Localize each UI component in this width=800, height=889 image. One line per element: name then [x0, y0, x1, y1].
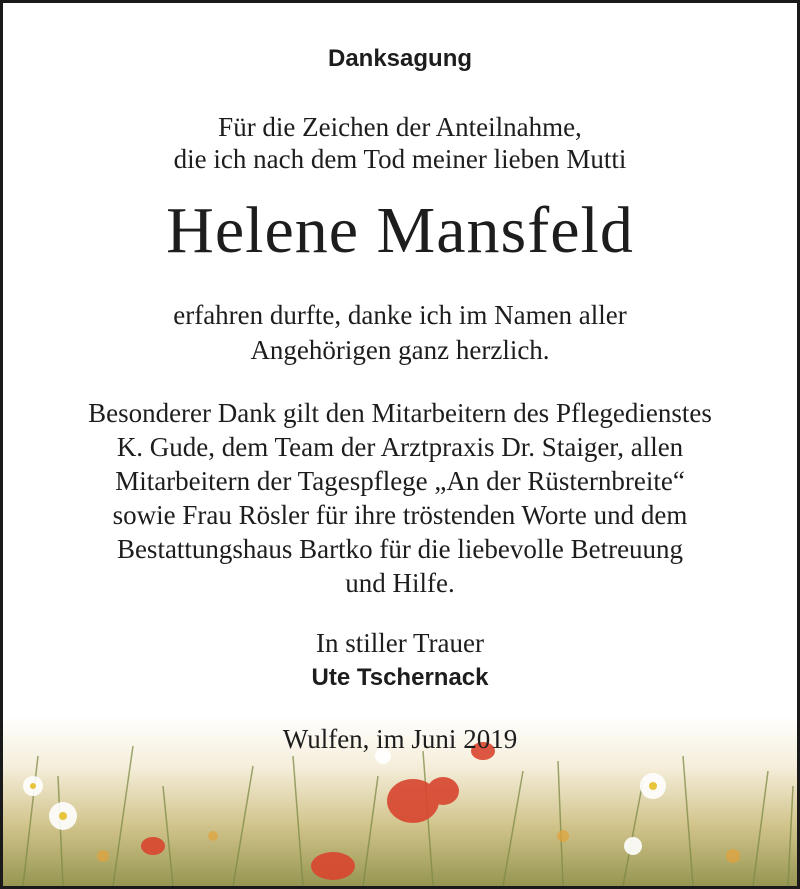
special-thanks-line: Mitarbeitern der Tagespflege „An der Rüsternbreite“ [115, 466, 685, 496]
thanks-line: erfahren durfte, danke ich im Namen aller [173, 300, 627, 330]
special-thanks-line: und Hilfe. [345, 568, 455, 598]
special-thanks-line: Besonderer Dank gilt den Mitarbeitern des Pflegedienstes [88, 398, 712, 428]
thanks-line: Angehörigen ganz herzlich. [250, 335, 550, 365]
intro-line: Für die Zeichen der Anteilnahme, [218, 112, 582, 142]
mourning-phrase: In stiller Trauer [316, 628, 484, 658]
signer-name: Ute Tschernack [311, 664, 489, 691]
place-date: Wulfen, im Juni 2019 [282, 724, 518, 754]
special-thanks-line: K. Gude, dem Team der Arztpraxis Dr. Staiger, allen [116, 432, 684, 462]
notice-heading: Danksagung [327, 45, 473, 72]
special-thanks-line: sowie Frau Rösler für ihre tröstenden Worte und dem [112, 500, 688, 530]
deceased-name: Helene Mansfeld [166, 194, 634, 267]
intro-line: die ich nach dem Tod meiner lieben Mutti [173, 144, 627, 174]
special-thanks-line: Bestattungshaus Bartko für die liebevolle Betreuung [116, 534, 684, 564]
